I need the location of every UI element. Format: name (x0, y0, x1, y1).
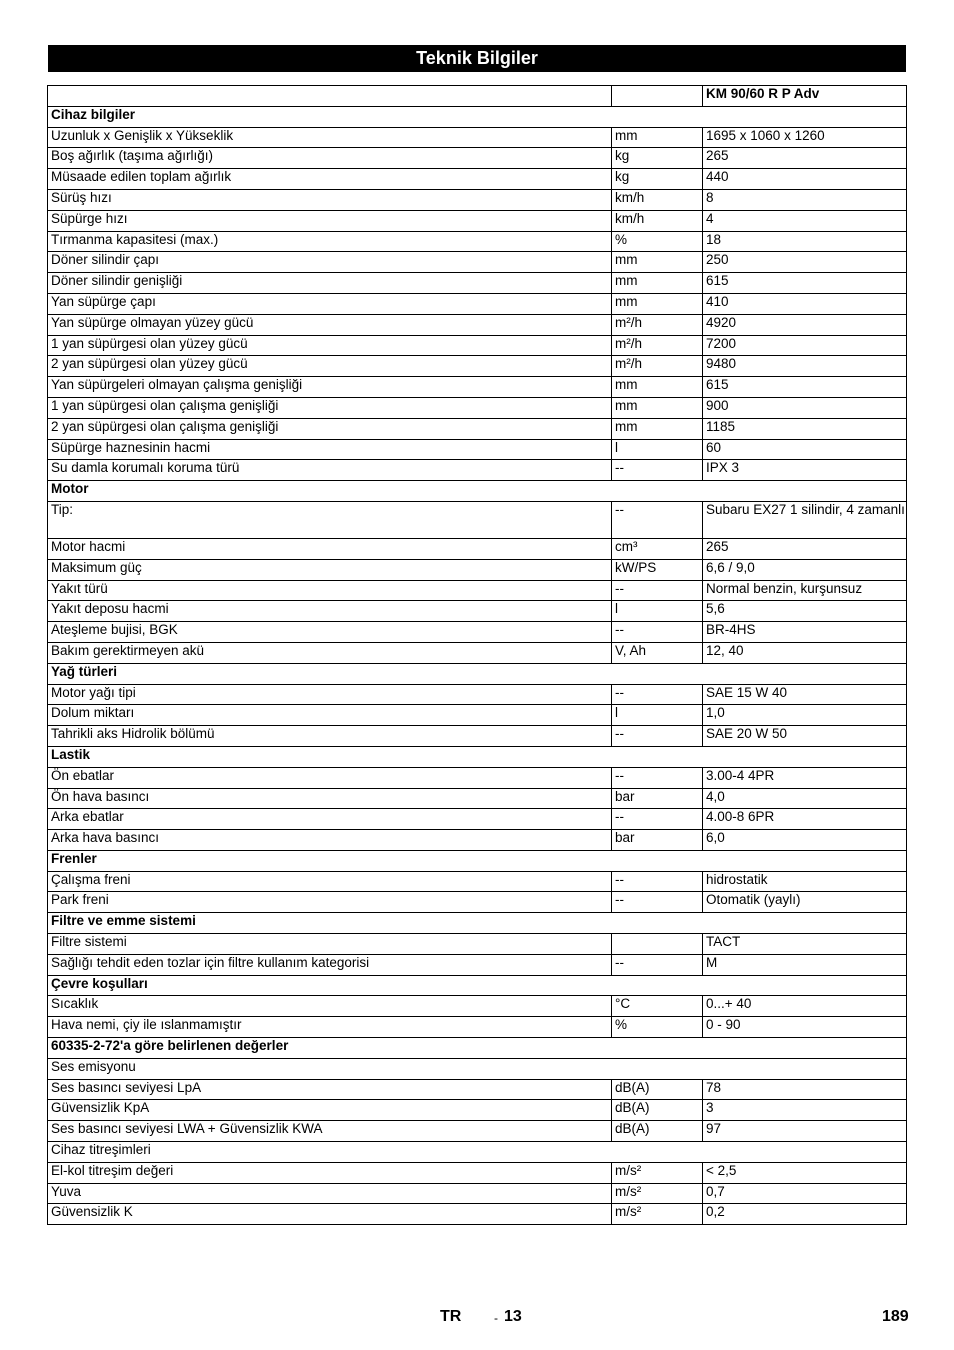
table-row (48, 148, 907, 169)
spec-unit: -- (612, 892, 703, 913)
page-title: Teknik Bilgiler (48, 45, 906, 72)
table-row (48, 580, 907, 601)
spec-value: 4.00-8 6PR (703, 809, 907, 830)
spec-value: IPX 3 (703, 460, 907, 481)
table-row (48, 767, 907, 788)
spec-label: Ön hava basıncı (48, 788, 612, 809)
table-row (48, 231, 907, 252)
spec-label: Süpürge hızı (48, 210, 612, 231)
section-row (48, 663, 907, 684)
model-header: KM 90/60 R P Adv (703, 86, 907, 107)
section-row (48, 481, 907, 502)
spec-unit: -- (612, 809, 703, 830)
table-row (48, 705, 907, 726)
spec-label: Yakıt deposu hacmi (48, 601, 612, 622)
spec-label: Sıcaklık (48, 996, 612, 1017)
spec-unit: % (612, 1017, 703, 1038)
spec-value: 1,0 (703, 705, 907, 726)
spec-value: 7200 (703, 335, 907, 356)
footer-section-page: 13 (504, 1308, 522, 1325)
spec-unit: -- (612, 954, 703, 975)
spec-unit: mm (612, 418, 703, 439)
section-row (48, 106, 907, 127)
spec-label: Boş ağırlık (taşıma ağırlığı) (48, 148, 612, 169)
spec-label: Güvensizlik K (48, 1204, 612, 1225)
spec-unit: V, Ah (612, 642, 703, 663)
header-row (48, 86, 907, 107)
spec-label: Su damla korumalı koruma türü (48, 460, 612, 481)
table-row (48, 871, 907, 892)
spec-unit: km/h (612, 189, 703, 210)
spec-label: Dolum miktarı (48, 705, 612, 726)
section-heading: Frenler (48, 850, 907, 871)
spec-value: SAE 20 W 50 (703, 726, 907, 747)
table-row (48, 996, 907, 1017)
table-row (48, 830, 907, 851)
spec-value: 18 (703, 231, 907, 252)
spec-value: 97 (703, 1121, 907, 1142)
table-row (48, 356, 907, 377)
table-row (48, 1017, 907, 1038)
subheader-row (48, 1142, 907, 1163)
table-row (48, 210, 907, 231)
spec-label: Yakıt türü (48, 580, 612, 601)
table-row (48, 1162, 907, 1183)
spec-unit: l (612, 705, 703, 726)
spec-label: Maksimum güç (48, 559, 612, 580)
spec-unit: dB(A) (612, 1100, 703, 1121)
spec-label: Yan süpürgeleri olmayan çalışma genişliği (48, 377, 612, 398)
spec-unit: -- (612, 871, 703, 892)
footer-page-number: 189 (882, 1308, 909, 1325)
spec-label: Çalışma freni (48, 871, 612, 892)
spec-value: 0 - 90 (703, 1017, 907, 1038)
spec-label: Yan süpürge olmayan yüzey gücü (48, 314, 612, 335)
table-row (48, 954, 907, 975)
table-row (48, 788, 907, 809)
table-row (48, 335, 907, 356)
spec-unit: mm (612, 252, 703, 273)
spec-value: 265 (703, 538, 907, 559)
spec-value: 60 (703, 439, 907, 460)
spec-unit: mm (612, 397, 703, 418)
spec-label: Uzunluk x Genişlik x Yükseklik (48, 127, 612, 148)
spec-label: Tırmanma kapasitesi (max.) (48, 231, 612, 252)
spec-value: 6,0 (703, 830, 907, 851)
table-row (48, 127, 907, 148)
spec-label: Ses basıncı seviyesi LWA + Güvensizlik KWA (48, 1121, 612, 1142)
spec-unit: bar (612, 830, 703, 851)
subheader-cell: Ses emisyonu (48, 1058, 907, 1079)
spec-label: Döner silindir çapı (48, 252, 612, 273)
spec-value: BR-4HS (703, 622, 907, 643)
spec-unit (612, 934, 703, 955)
spec-label: Müsaade edilen toplam ağırlık (48, 169, 612, 190)
spec-label: Ses basıncı seviyesi LpA (48, 1079, 612, 1100)
subheader-cell: Cihaz titreşimleri (48, 1142, 907, 1163)
spec-unit: bar (612, 788, 703, 809)
table-row (48, 169, 907, 190)
spec-value: 4920 (703, 314, 907, 335)
spec-unit: -- (612, 767, 703, 788)
section-row (48, 850, 907, 871)
table-row (48, 601, 907, 622)
spec-label: Süpürge haznesinin hacmi (48, 439, 612, 460)
table-row (48, 559, 907, 580)
spec-label: Sağlığı tehdit eden tozlar için filtre kullanım kategorisi (48, 954, 612, 975)
section-heading: Filtre ve emme sistemi (48, 913, 907, 934)
spec-label: Tahrikli aks Hidrolik bölümü (48, 726, 612, 747)
spec-unit: mm (612, 127, 703, 148)
section-heading: Lastik (48, 746, 907, 767)
spec-value: 5,6 (703, 601, 907, 622)
spec-unit: cm³ (612, 538, 703, 559)
spec-label: Ön ebatlar (48, 767, 612, 788)
spec-value: 4,0 (703, 788, 907, 809)
spec-value: 410 (703, 293, 907, 314)
spec-value: 250 (703, 252, 907, 273)
spec-label: Tip: (48, 501, 612, 538)
spec-value: Normal benzin, kurşunsuz (703, 580, 907, 601)
spec-label: Ateşleme bujisi, BGK (48, 622, 612, 643)
section-heading: Çevre koşulları (48, 975, 907, 996)
table-row (48, 809, 907, 830)
spec-label: Filtre sistemi (48, 934, 612, 955)
spec-unit: m/s² (612, 1183, 703, 1204)
table-row (48, 1100, 907, 1121)
spec-unit: mm (612, 273, 703, 294)
table-row (48, 1204, 907, 1225)
spec-value: 8 (703, 189, 907, 210)
table-row (48, 418, 907, 439)
table-row (48, 1121, 907, 1142)
spec-label: 1 yan süpürgesi olan çalışma genişliği (48, 397, 612, 418)
spec-unit: m/s² (612, 1204, 703, 1225)
spec-unit: kg (612, 169, 703, 190)
spec-table-body (48, 86, 907, 1225)
spec-unit: -- (612, 580, 703, 601)
spec-value: Otomatik (yaylı) (703, 892, 907, 913)
section-heading: Motor (48, 481, 907, 502)
spec-value: 9480 (703, 356, 907, 377)
table-row (48, 622, 907, 643)
section-row (48, 975, 907, 996)
table-row (48, 892, 907, 913)
spec-label: Yuva (48, 1183, 612, 1204)
table-row (48, 189, 907, 210)
table-row (48, 293, 907, 314)
spec-value: 440 (703, 169, 907, 190)
spec-value: 4 (703, 210, 907, 231)
footer-dash: - (494, 1311, 498, 1325)
spec-value: 78 (703, 1079, 907, 1100)
table-row (48, 934, 907, 955)
table-row (48, 1183, 907, 1204)
spec-unit: -- (612, 622, 703, 643)
spec-label: Bakım gerektirmeyen akü (48, 642, 612, 663)
spec-unit: dB(A) (612, 1079, 703, 1100)
spec-value: 615 (703, 273, 907, 294)
section-row (48, 1038, 907, 1059)
table-row (48, 439, 907, 460)
section-heading: Yağ türleri (48, 663, 907, 684)
table-row (48, 538, 907, 559)
spec-unit: °C (612, 996, 703, 1017)
spec-value: 265 (703, 148, 907, 169)
spec-label: El-kol titreşim değeri (48, 1162, 612, 1183)
spec-unit: kW/PS (612, 559, 703, 580)
spec-value: 6,6 / 9,0 (703, 559, 907, 580)
spec-value: M (703, 954, 907, 975)
section-row (48, 913, 907, 934)
spec-value: SAE 15 W 40 (703, 684, 907, 705)
spec-value: TACT (703, 934, 907, 955)
table-row (48, 273, 907, 294)
table-row (48, 726, 907, 747)
spec-label: Arka hava basıncı (48, 830, 612, 851)
spec-unit: m²/h (612, 314, 703, 335)
subheader-row (48, 1058, 907, 1079)
spec-label: Motor yağı tipi (48, 684, 612, 705)
spec-unit: -- (612, 501, 703, 538)
spec-value: 3 (703, 1100, 907, 1121)
header-empty-cell (48, 86, 612, 107)
spec-value: 0,7 (703, 1183, 907, 1204)
section-heading: Cihaz bilgiler (48, 106, 907, 127)
spec-label: Motor hacmi (48, 538, 612, 559)
table-row (48, 252, 907, 273)
spec-unit: dB(A) (612, 1121, 703, 1142)
spec-unit: km/h (612, 210, 703, 231)
spec-unit: % (612, 231, 703, 252)
spec-value: Subaru EX27 1 silindir, 4 zamanlı (703, 501, 907, 538)
spec-label: Hava nemi, çiy ile ıslanmamıştır (48, 1017, 612, 1038)
spec-value: 900 (703, 397, 907, 418)
spec-label: Güvensizlik KpA (48, 1100, 612, 1121)
table-row (48, 501, 907, 538)
spec-value: 0,2 (703, 1204, 907, 1225)
spec-unit: -- (612, 684, 703, 705)
table-row (48, 377, 907, 398)
spec-unit: -- (612, 460, 703, 481)
header-empty-cell (612, 86, 703, 107)
table-row (48, 642, 907, 663)
spec-label: Sürüş hızı (48, 189, 612, 210)
spec-label: Arka ebatlar (48, 809, 612, 830)
spec-value: < 2,5 (703, 1162, 907, 1183)
spec-label: 2 yan süpürgesi olan çalışma genişliği (48, 418, 612, 439)
spec-value: 615 (703, 377, 907, 398)
spec-value: 1185 (703, 418, 907, 439)
section-row (48, 746, 907, 767)
spec-unit: mm (612, 293, 703, 314)
spec-unit: kg (612, 148, 703, 169)
spec-label: 2 yan süpürgesi olan yüzey gücü (48, 356, 612, 377)
table-row (48, 1079, 907, 1100)
spec-label: Döner silindir genişliği (48, 273, 612, 294)
spec-table (47, 85, 907, 1225)
spec-unit: m/s² (612, 1162, 703, 1183)
table-row (48, 460, 907, 481)
spec-unit: m²/h (612, 335, 703, 356)
spec-value: 0...+ 40 (703, 996, 907, 1017)
spec-label: Park freni (48, 892, 612, 913)
table-row (48, 397, 907, 418)
table-row (48, 684, 907, 705)
table-row (48, 314, 907, 335)
spec-value: 3.00-4 4PR (703, 767, 907, 788)
spec-unit: m²/h (612, 356, 703, 377)
spec-value: 1695 x 1060 x 1260 (703, 127, 907, 148)
spec-value: hidrostatik (703, 871, 907, 892)
section-heading: 60335-2-72'a göre belirlenen değerler (48, 1038, 907, 1059)
spec-unit: l (612, 601, 703, 622)
spec-unit: mm (612, 377, 703, 398)
spec-value: 12, 40 (703, 642, 907, 663)
spec-unit: -- (612, 726, 703, 747)
spec-label: Yan süpürge çapı (48, 293, 612, 314)
footer-language: TR (440, 1308, 462, 1325)
spec-label: 1 yan süpürgesi olan yüzey gücü (48, 335, 612, 356)
spec-unit: l (612, 439, 703, 460)
